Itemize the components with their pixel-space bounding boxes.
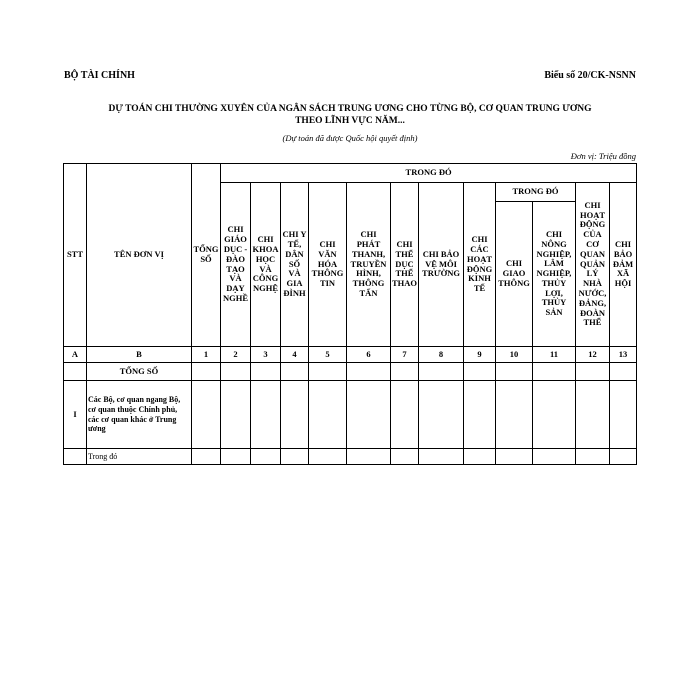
row1-name: Các Bộ, cơ quan ngang Bộ, cơ quan thuộc Chính phủ, các cơ quan khác ở Trung ương xyxy=(87,381,192,449)
empty-cell xyxy=(251,449,281,465)
empty-cell xyxy=(221,449,251,465)
header-total: TỔNG SỐ xyxy=(192,164,221,347)
header-media: CHI PHÁT THANH, TRUYỀN HÌNH, THÔNG TẤN xyxy=(347,183,391,347)
empty-cell xyxy=(610,363,637,381)
empty-cell xyxy=(576,449,610,465)
header-unit-name: TÊN ĐƠN VỊ xyxy=(87,164,192,347)
document-title-line1: DỰ TOÁN CHI THƯỜNG XUYÊN CỦA NGÂN SÁCH TRUNG ƯƠNG CHO TỪNG BỘ, CƠ QUAN TRUNG ƯƠNG xyxy=(108,104,592,114)
empty-cell xyxy=(464,381,496,449)
budget-table xyxy=(63,163,637,465)
index-cell: 8 xyxy=(419,347,464,363)
header-transport: CHI GIAO THÔNG xyxy=(496,202,533,347)
header-education: CHI GIÁO DỤC - ĐÀO TẠO VÀ DẠY NGHỀ xyxy=(221,183,251,347)
index-cell: 2 xyxy=(221,347,251,363)
empty-cell xyxy=(391,381,419,449)
empty-cell xyxy=(610,381,637,449)
document-title-line2: THEO LĨNH VỰC NĂM... xyxy=(295,116,405,126)
row2-name: Trong đó xyxy=(87,449,192,465)
empty-cell xyxy=(64,449,87,465)
table-row-total xyxy=(64,363,637,381)
document-subtitle: (Dự toán đã được Quốc hội quyết định) xyxy=(282,133,418,143)
empty-cell xyxy=(347,381,391,449)
empty-cell xyxy=(192,363,221,381)
empty-cell xyxy=(281,449,309,465)
empty-cell xyxy=(576,363,610,381)
empty-cell xyxy=(419,381,464,449)
index-cell: 12 xyxy=(576,347,610,363)
header-sport: CHI THỂ DỤC THỂ THAO xyxy=(391,183,419,347)
index-cell: 4 xyxy=(281,347,309,363)
header-agriculture: CHI NÔNG NGHIỆP, LÂM NGHIỆP, THỦY LỢI, THỦY SẢN xyxy=(533,202,576,347)
header-science: CHI KHOA HỌC VÀ CÔNG NGHỆ xyxy=(251,183,281,347)
empty-cell xyxy=(251,363,281,381)
index-cell: B xyxy=(87,347,192,363)
form-number: Biểu số 20/CK-NSNN xyxy=(544,70,636,81)
index-cell: 7 xyxy=(391,347,419,363)
header-subgroup-of-which: TRONG ĐÓ xyxy=(496,183,576,202)
table-row-ministries xyxy=(64,381,637,449)
empty-cell xyxy=(251,381,281,449)
empty-cell xyxy=(192,449,221,465)
empty-cell xyxy=(419,363,464,381)
empty-cell xyxy=(419,449,464,465)
empty-cell xyxy=(533,381,576,449)
index-cell: 13 xyxy=(610,347,637,363)
empty-cell xyxy=(533,363,576,381)
table-row-of-which xyxy=(64,449,637,465)
empty-cell xyxy=(309,381,347,449)
empty-cell xyxy=(496,363,533,381)
empty-cell xyxy=(281,363,309,381)
empty-cell xyxy=(281,381,309,449)
empty-cell xyxy=(533,449,576,465)
index-row xyxy=(64,347,637,363)
empty-cell xyxy=(347,363,391,381)
unit-label: Đơn vị: Triệu đồng xyxy=(570,151,636,161)
empty-cell xyxy=(464,449,496,465)
empty-cell xyxy=(496,381,533,449)
empty-cell xyxy=(64,363,87,381)
header-stt: STT xyxy=(64,164,87,347)
index-cell: 9 xyxy=(464,347,496,363)
empty-cell xyxy=(221,381,251,449)
index-cell: A xyxy=(64,347,87,363)
index-cell: 11 xyxy=(533,347,576,363)
empty-cell xyxy=(391,449,419,465)
empty-cell xyxy=(192,381,221,449)
org-name: BỘ TÀI CHÍNH xyxy=(64,70,135,81)
empty-cell xyxy=(391,363,419,381)
empty-cell xyxy=(309,363,347,381)
index-cell: 10 xyxy=(496,347,533,363)
header-economic: CHI CÁC HOẠT ĐỘNG KINH TẾ xyxy=(464,183,496,347)
row1-stt: I xyxy=(64,381,87,449)
header-group-of-which: TRONG ĐÓ xyxy=(221,164,637,183)
index-cell: 1 xyxy=(192,347,221,363)
empty-cell xyxy=(576,381,610,449)
index-cell: 3 xyxy=(251,347,281,363)
header-administration: CHI HOẠT ĐỘNG CỦA CƠ QUAN QUẢN LÝ NHÀ NƯỚC, ĐẢNG, ĐOÀN THỂ xyxy=(576,183,610,347)
empty-cell xyxy=(496,449,533,465)
empty-cell xyxy=(347,449,391,465)
empty-cell xyxy=(309,449,347,465)
header-environment: CHI BẢO VỆ MÔI TRƯỜNG xyxy=(419,183,464,347)
header-culture: CHI VĂN HÓA THÔNG TIN xyxy=(309,183,347,347)
empty-cell xyxy=(610,449,637,465)
header-health: CHI Y TẾ, DÂN SỐ VÀ GIA ĐÌNH xyxy=(281,183,309,347)
header-social: CHI BẢO ĐẢM XÃ HỘI xyxy=(610,183,637,347)
index-cell: 6 xyxy=(347,347,391,363)
empty-cell xyxy=(464,363,496,381)
row-total-label: TỔNG SỐ xyxy=(87,363,192,381)
empty-cell xyxy=(221,363,251,381)
index-cell: 5 xyxy=(309,347,347,363)
